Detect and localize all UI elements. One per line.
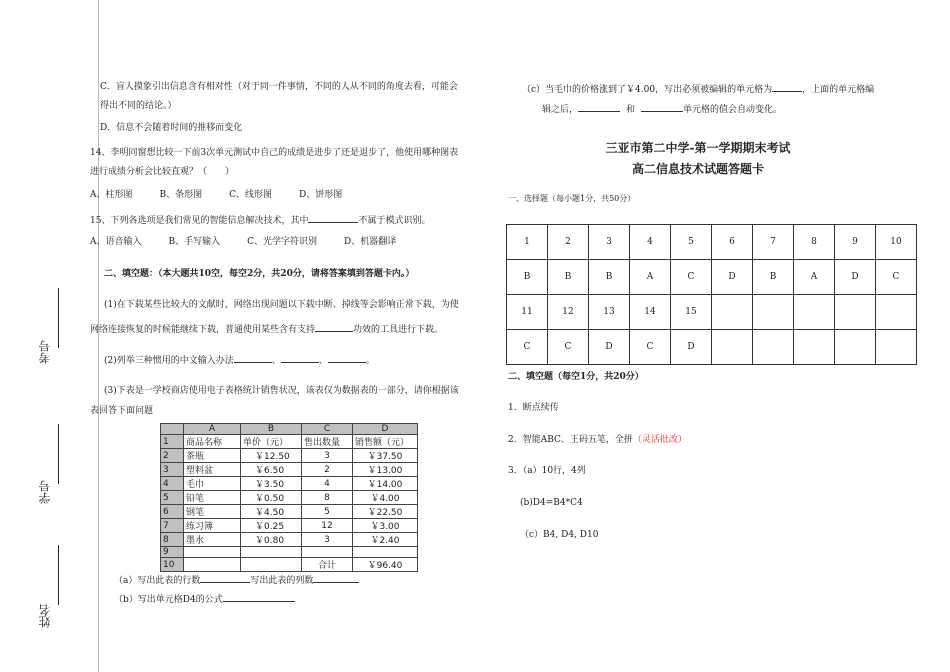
question-b-pre: （b）写出单元格D4的公式 — [114, 595, 223, 605]
sheet-cell — [353, 547, 418, 558]
sheet-cell: ￥4.00 — [353, 491, 418, 505]
fill1-blank[interactable] — [315, 321, 353, 332]
answer-cell: 7 — [753, 225, 794, 260]
sheet-cell: ￥13.00 — [353, 463, 418, 477]
sheet-row — [161, 435, 418, 449]
answer-cell: B — [507, 260, 548, 295]
answer-3a: 3．（a）10行，4列 — [508, 466, 586, 476]
answer-3c: （c）B4, D4, D10 — [520, 530, 599, 540]
answer-cell: C — [630, 330, 671, 365]
sheet-row — [161, 547, 418, 558]
answer-cell: 15 — [671, 295, 712, 330]
student-no-label: 学号 — [38, 480, 52, 504]
name-label: 姓名 — [38, 604, 52, 628]
fill1-line2 — [90, 321, 443, 336]
answer-cell — [835, 295, 876, 330]
sheet-cell: ￥0.50 — [241, 491, 302, 505]
q13-option-c-line2: 得出不同的结论。） — [100, 101, 177, 111]
sheet-cell — [302, 547, 353, 558]
question-b — [114, 591, 295, 606]
question-c2-pre: 辑之后， — [542, 105, 579, 115]
row-number: 1 — [161, 435, 184, 449]
q15-blank[interactable] — [308, 212, 358, 223]
sheet-cell: ￥96.40 — [353, 558, 418, 572]
row-number: 9 — [161, 547, 184, 558]
section2-heading — [104, 268, 414, 280]
row-number: 8 — [161, 533, 184, 547]
fill2-sep-2: 、 — [318, 356, 328, 366]
answer-cell: 4 — [630, 225, 671, 260]
answer-cell: A — [630, 260, 671, 295]
sheet-cell: 墨水 — [184, 533, 241, 547]
answer-number-row — [507, 225, 917, 260]
row-number: 5 — [161, 491, 184, 505]
sheet-cell: 5 — [302, 505, 353, 519]
cell-blank-2[interactable] — [578, 101, 620, 112]
answer-cell: 3 — [589, 225, 630, 260]
answer-cell: C — [876, 260, 917, 295]
q14-options: A、柱形图 B、条形图 C、线形图 D、饼形图 — [90, 190, 343, 200]
answer-cell — [794, 295, 835, 330]
q14-line1: 14、李明同窗想比较一下前3次单元测试中自己的成绩是进步了还是退步了，他使用哪种图表 — [90, 148, 459, 158]
sheet-cell: 12 — [302, 519, 353, 533]
answer-grid — [506, 224, 917, 365]
answer-cell: B — [753, 260, 794, 295]
sheet-cell: 售出数量 — [302, 435, 353, 449]
answer-cell: 10 — [876, 225, 917, 260]
question-c2-post: 单元格的值会自动变化。 — [683, 105, 783, 115]
rows-blank[interactable] — [200, 572, 250, 583]
sheet-cell: 3 — [302, 533, 353, 547]
fill3-line2: 表回答下面问题 — [90, 406, 154, 416]
cell-blank[interactable] — [772, 81, 802, 92]
q14-line2: 进行成绩分析会比较直观？（ ） — [90, 167, 235, 177]
sheet-cell: ￥2.40 — [353, 533, 418, 547]
q15-stem-pre: 15、下列各选项是我们常见的智能信息解决技术，其中 — [90, 216, 309, 226]
binding-line — [98, 0, 99, 672]
sheet-cell: 练习簿 — [184, 519, 241, 533]
fill1-pre: 网络连接恢复的时候能继续下载，普通使用某些含有支持 — [90, 325, 316, 335]
exam-no-label: 考号 — [38, 340, 52, 364]
answer-cell — [712, 330, 753, 365]
fill1-line1: (1)在下载某些比较大的文献时，网络出现问题以下载中断、掉线等会影响正常下载，为使 — [104, 300, 459, 310]
fill2 — [104, 352, 375, 367]
sheet-row — [161, 505, 418, 519]
fill2-blank-3[interactable] — [328, 352, 366, 363]
answer-letter-row — [507, 260, 917, 295]
answer-cell: D — [712, 260, 753, 295]
answer-2-text: 2．智能ABC、王码五笔，全拼 — [508, 435, 633, 445]
sheet-cell: 毛巾 — [184, 477, 241, 491]
sheet-cell: ￥37.50 — [353, 449, 418, 463]
answer-2-note: （灵活批改） — [632, 435, 687, 445]
answer-cell: 11 — [507, 295, 548, 330]
sheet-cell: 8 — [302, 491, 353, 505]
answer-cell: C — [507, 330, 548, 365]
answer-cell: A — [794, 260, 835, 295]
answer-letter-row — [507, 330, 917, 365]
sheet-row — [161, 519, 418, 533]
question-c-post: ，上面的单元格编 — [802, 85, 875, 95]
row-number: 10 — [161, 558, 184, 572]
section2-title: 二、填空题： — [104, 269, 159, 279]
row-number: 2 — [161, 449, 184, 463]
sheet-cell — [241, 558, 302, 572]
sheet-cell: 3 — [302, 449, 353, 463]
answer-cell — [794, 330, 835, 365]
sheet-cell: 商品名称 — [184, 435, 241, 449]
sheet-cell: 合计 — [302, 558, 353, 572]
sheet-cell: ￥3.00 — [353, 519, 418, 533]
q13-option-c-line1: C．盲人摸象引出信息含有相对性（对于同一件事情，不同的人从不同的角度去看，可能会 — [100, 82, 458, 92]
q15-stem — [90, 212, 430, 227]
sheet-cell: 钢笔 — [184, 505, 241, 519]
answer-card-title: 三亚市第二中学-第一学期期末考试 — [605, 141, 791, 155]
answer-cell: D — [671, 330, 712, 365]
fill2-pre: (2)列举三种惯用的中文输入办法 — [104, 356, 234, 366]
question-c-line1 — [522, 81, 874, 96]
answer-cell: B — [548, 260, 589, 295]
sheet-cell — [184, 547, 241, 558]
sheet-cell: 茶瓶 — [184, 449, 241, 463]
answer-cell — [712, 295, 753, 330]
sheet-row — [161, 491, 418, 505]
answer-2 — [508, 434, 687, 446]
answer-card-subtitle: 高二信息技术试题答题卡 — [631, 162, 764, 176]
section2-instructions: （本大题共10空，每空2分，共20分，请将答案填到答题卡内。） — [158, 269, 415, 279]
fill1-post: 功效的工具进行下载。 — [353, 325, 444, 335]
sheet-cell: 4 — [302, 477, 353, 491]
answer-1: 1．断点续传 — [508, 403, 559, 413]
name-blank — [58, 545, 59, 605]
answer-cell — [876, 295, 917, 330]
sheet-col-a: A — [184, 424, 241, 435]
formula-blank[interactable] — [223, 591, 295, 602]
sheet-cell: ￥4.50 — [241, 505, 302, 519]
sheet-cell: ￥14.00 — [353, 477, 418, 491]
row-number: 6 — [161, 505, 184, 519]
answer-cell — [835, 330, 876, 365]
row-number: 4 — [161, 477, 184, 491]
choice-section-heading: 一、选择题（每小题1分，共50分） — [508, 194, 636, 203]
q15-stem-post: 不属于模式识别。 — [358, 216, 431, 226]
answer-cell: D — [589, 330, 630, 365]
answer-cell: 12 — [548, 295, 589, 330]
question-a — [114, 572, 359, 587]
answer-cell: C — [548, 330, 589, 365]
q15-options: A、语音输入 B、手写输入 C、光学字符识别 D、机器翻译 — [90, 237, 397, 247]
spreadsheet-table — [160, 423, 418, 572]
answer-cell: B — [589, 260, 630, 295]
sheet-cell: 塑料盆 — [184, 463, 241, 477]
sheet-cell: ￥3.50 — [241, 477, 302, 491]
answer-3b: (b)D4=B4*C4 — [520, 498, 583, 508]
columns-blank[interactable] — [313, 572, 359, 583]
question-c2-and: 和 — [626, 105, 636, 115]
sheet-cell: ￥0.80 — [241, 533, 302, 547]
answer-cell: 13 — [589, 295, 630, 330]
sheet-cell: ￥12.50 — [241, 449, 302, 463]
sheet-row — [161, 533, 418, 547]
sheet-corner — [161, 424, 184, 435]
sheet-cell: ￥6.50 — [241, 463, 302, 477]
answer-number-row — [507, 295, 917, 330]
answer-cell: C — [671, 260, 712, 295]
cell-blank-3[interactable] — [641, 101, 683, 112]
sheet-cell: 销售额（元） — [353, 435, 418, 449]
answer-cell — [753, 295, 794, 330]
sheet-cell: ￥22.50 — [353, 505, 418, 519]
answer-cell: 2 — [548, 225, 589, 260]
sheet-cell: ￥0.25 — [241, 519, 302, 533]
row-number: 7 — [161, 519, 184, 533]
answer-cell: D — [835, 260, 876, 295]
sheet-cell: 铅笔 — [184, 491, 241, 505]
fill2-sep-1: 、 — [271, 356, 281, 366]
fill2-blank-2[interactable] — [281, 352, 319, 363]
sheet-row — [161, 463, 418, 477]
row-number: 3 — [161, 463, 184, 477]
exam-no-blank — [58, 288, 59, 348]
question-c-pre: （c）当毛巾的价格涨到了￥4.00，写出必须被编辑的单元格为 — [522, 85, 773, 95]
sheet-column-header-row — [161, 424, 418, 435]
sheet-row — [161, 449, 418, 463]
sheet-cell: 单价（元） — [241, 435, 302, 449]
answer-cell: 1 — [507, 225, 548, 260]
sheet-cell — [184, 558, 241, 572]
fill3-line1: (3)下表是一学校商店使用电子表格统计销售状况，该表仅为数据表的一部分，请你根据该 — [104, 386, 459, 396]
sheet-cell — [241, 547, 302, 558]
sheet-row — [161, 477, 418, 491]
answer-cell: 9 — [835, 225, 876, 260]
question-a-mid: 写出此表的列数 — [250, 576, 314, 586]
answer-cell: 6 — [712, 225, 753, 260]
student-no-blank — [58, 424, 59, 484]
answer-cell: 14 — [630, 295, 671, 330]
sheet-row — [161, 558, 418, 572]
answer-cell: 8 — [794, 225, 835, 260]
sheet-col-c: C — [302, 424, 353, 435]
fill-section-heading: 二、填空题（每空1分，共20分） — [508, 372, 644, 382]
sheet-cell: 2 — [302, 463, 353, 477]
fill2-end: 。 — [365, 356, 375, 366]
q13-option-d: D．信息不会随着时间的推移而变化 — [100, 123, 243, 133]
fill2-blank-1[interactable] — [234, 352, 272, 363]
answer-cell — [876, 330, 917, 365]
question-c-line2 — [542, 101, 782, 116]
sheet-col-d: D — [353, 424, 418, 435]
answer-cell: 5 — [671, 225, 712, 260]
question-a-pre: （a）写出此表的行数 — [114, 576, 201, 586]
sheet-col-b: B — [241, 424, 302, 435]
answer-cell — [753, 330, 794, 365]
